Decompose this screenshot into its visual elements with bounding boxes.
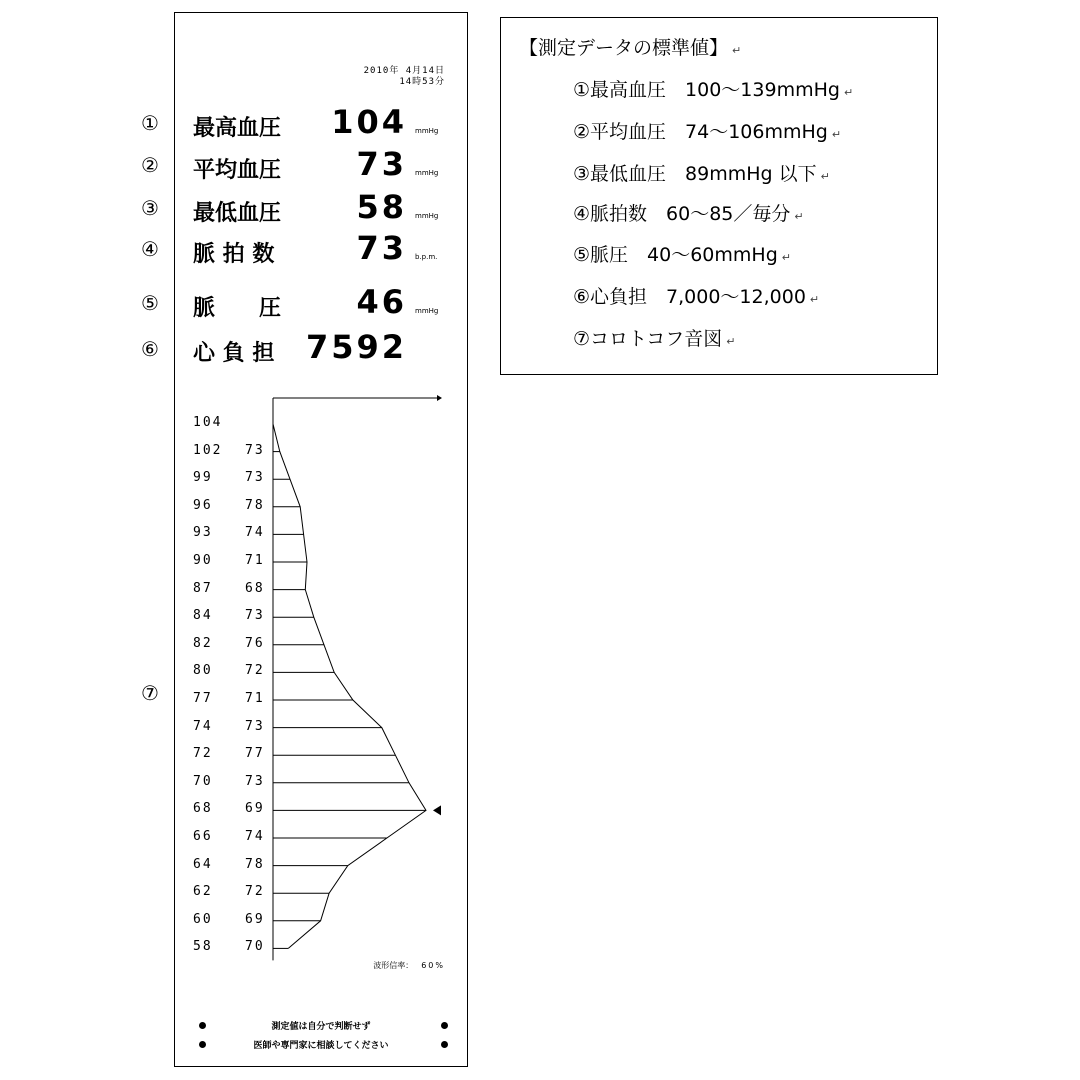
pulse-label: 70 (245, 939, 265, 955)
pulse-label: 72 (245, 663, 265, 679)
value-mean: 73 (356, 145, 407, 183)
return-mark: ↵ (820, 170, 830, 183)
standard-text: ④脈拍数 60〜85／毎分 (573, 203, 791, 225)
standard-text: ⑤脈圧 40〜60mmHg (573, 244, 778, 266)
amplitude-envelope (273, 424, 426, 948)
pulse-label: 69 (245, 911, 265, 927)
return-mark: ↵ (794, 210, 804, 223)
label-mean: 平均血圧 (193, 158, 282, 183)
standard-item (573, 282, 819, 309)
return-mark: ↵ (732, 44, 742, 57)
pressure-label: 104 (193, 415, 223, 430)
pressure-label: 64 (193, 856, 213, 872)
pressure-label: 68 (193, 801, 213, 817)
standard-text: ⑥心負担 7,000〜12,000 (573, 286, 806, 308)
pulse-label: 73 (245, 442, 265, 458)
note-line-2: 医師や専門家に相談してください (253, 1041, 389, 1051)
marker-4: ④ (141, 237, 159, 261)
label-pulse-pressure: 脈 圧 (193, 296, 282, 321)
pressure-label: 93 (193, 525, 213, 541)
pulse-label: 69 (245, 801, 265, 817)
label-systolic: 最高血圧 (193, 116, 282, 141)
pulse-label: 72 (245, 884, 265, 900)
marker-5: ⑤ (141, 291, 159, 315)
wave-rate-value: 60% (421, 961, 445, 970)
label-cardiac-load: 心 負 担 (193, 341, 275, 366)
pressure-label: 99 (193, 470, 213, 486)
standard-item (573, 75, 853, 102)
value-cardiac-load: 7592 (305, 328, 407, 366)
pressure-label: 90 (193, 553, 213, 568)
value-pulse-rate: 73 (356, 229, 407, 267)
standards-title (519, 33, 741, 60)
standard-item (573, 199, 804, 226)
pulse-label: 73 (245, 718, 265, 734)
wave-rate-label: 波形信率： (373, 961, 414, 970)
value-diastolic: 58 (356, 188, 407, 226)
pulse-label: 73 (245, 608, 265, 624)
pressure-label: 72 (193, 746, 213, 762)
marker-3: ③ (141, 196, 159, 220)
label-diastolic: 最低血圧 (193, 201, 282, 226)
marker-1: ① (141, 111, 159, 135)
pulse-label: 71 (245, 553, 265, 568)
pulse-label: 78 (245, 856, 265, 872)
standard-item (573, 159, 830, 186)
pressure-label: 87 (193, 580, 213, 596)
pressure-label: 66 (193, 829, 213, 844)
bp-printout (174, 12, 468, 1067)
pressure-label: 58 (193, 939, 213, 955)
return-mark: ↵ (809, 293, 820, 306)
standard-text: ⑦コロトコフ音図 (573, 328, 723, 350)
unit-mean: mmHg (415, 169, 439, 177)
pulse-label: 76 (245, 635, 265, 651)
pressure-label: 96 (193, 497, 213, 513)
pulse-label: 77 (245, 746, 265, 762)
unit-systolic: mmHg (415, 127, 439, 135)
unit-diastolic: mmHg (415, 212, 439, 220)
pressure-label: 84 (193, 608, 213, 624)
return-mark: ↵ (831, 128, 842, 141)
pressure-label: 80 (193, 663, 213, 679)
value-pulse-pressure: 46 (356, 283, 407, 321)
pulse-label: 71 (245, 691, 265, 706)
pressure-label: 60 (193, 911, 213, 927)
return-mark: ↵ (726, 335, 736, 348)
return-mark: ↵ (843, 86, 854, 99)
marker-6: ⑥ (141, 337, 159, 361)
peak-marker-icon (433, 805, 441, 815)
axis-arrow-icon (437, 395, 442, 401)
note-line-1: 測定値は自分で判断せず (271, 1022, 371, 1032)
pressure-label: 77 (193, 691, 213, 706)
marker-2: ② (141, 153, 159, 177)
pulse-label: 74 (245, 525, 265, 541)
pressure-label: 82 (193, 635, 213, 651)
standard-text: ②平均血圧 74〜106mmHg (573, 121, 828, 143)
standard-item (573, 324, 736, 351)
pressure-label: 70 (193, 773, 213, 789)
wave-rate (373, 960, 445, 971)
pulse-label: 73 (245, 773, 265, 789)
pulse-label: 78 (245, 497, 265, 513)
unit-pulse-pressure: mmHg (415, 307, 439, 315)
label-pulse-rate: 脈 拍 数 (193, 242, 275, 267)
pressure-label: 74 (193, 718, 213, 734)
pulse-label: 68 (245, 580, 265, 596)
value-systolic: 104 (331, 103, 407, 141)
standards-box (500, 17, 938, 375)
print-date: 2010年 4月14日 (363, 66, 445, 76)
standard-text: ①最高血圧 100〜139mmHg (573, 79, 840, 101)
pressure-label: 102 (193, 442, 223, 458)
print-time: 14時53分 (399, 77, 445, 87)
pulse-label: 74 (245, 829, 265, 844)
return-mark: ↵ (781, 251, 791, 264)
unit-pulse-rate: b.p.m. (415, 253, 438, 261)
marker-7: ⑦ (141, 681, 159, 705)
standard-item (573, 240, 791, 267)
standards-title-text: 【測定データの標準値】 (519, 37, 729, 59)
pulse-label: 73 (245, 470, 265, 486)
pressure-label: 62 (193, 884, 213, 900)
standard-item (573, 117, 841, 144)
standard-text: ③最低血圧 89mmHg 以下 (573, 163, 817, 185)
